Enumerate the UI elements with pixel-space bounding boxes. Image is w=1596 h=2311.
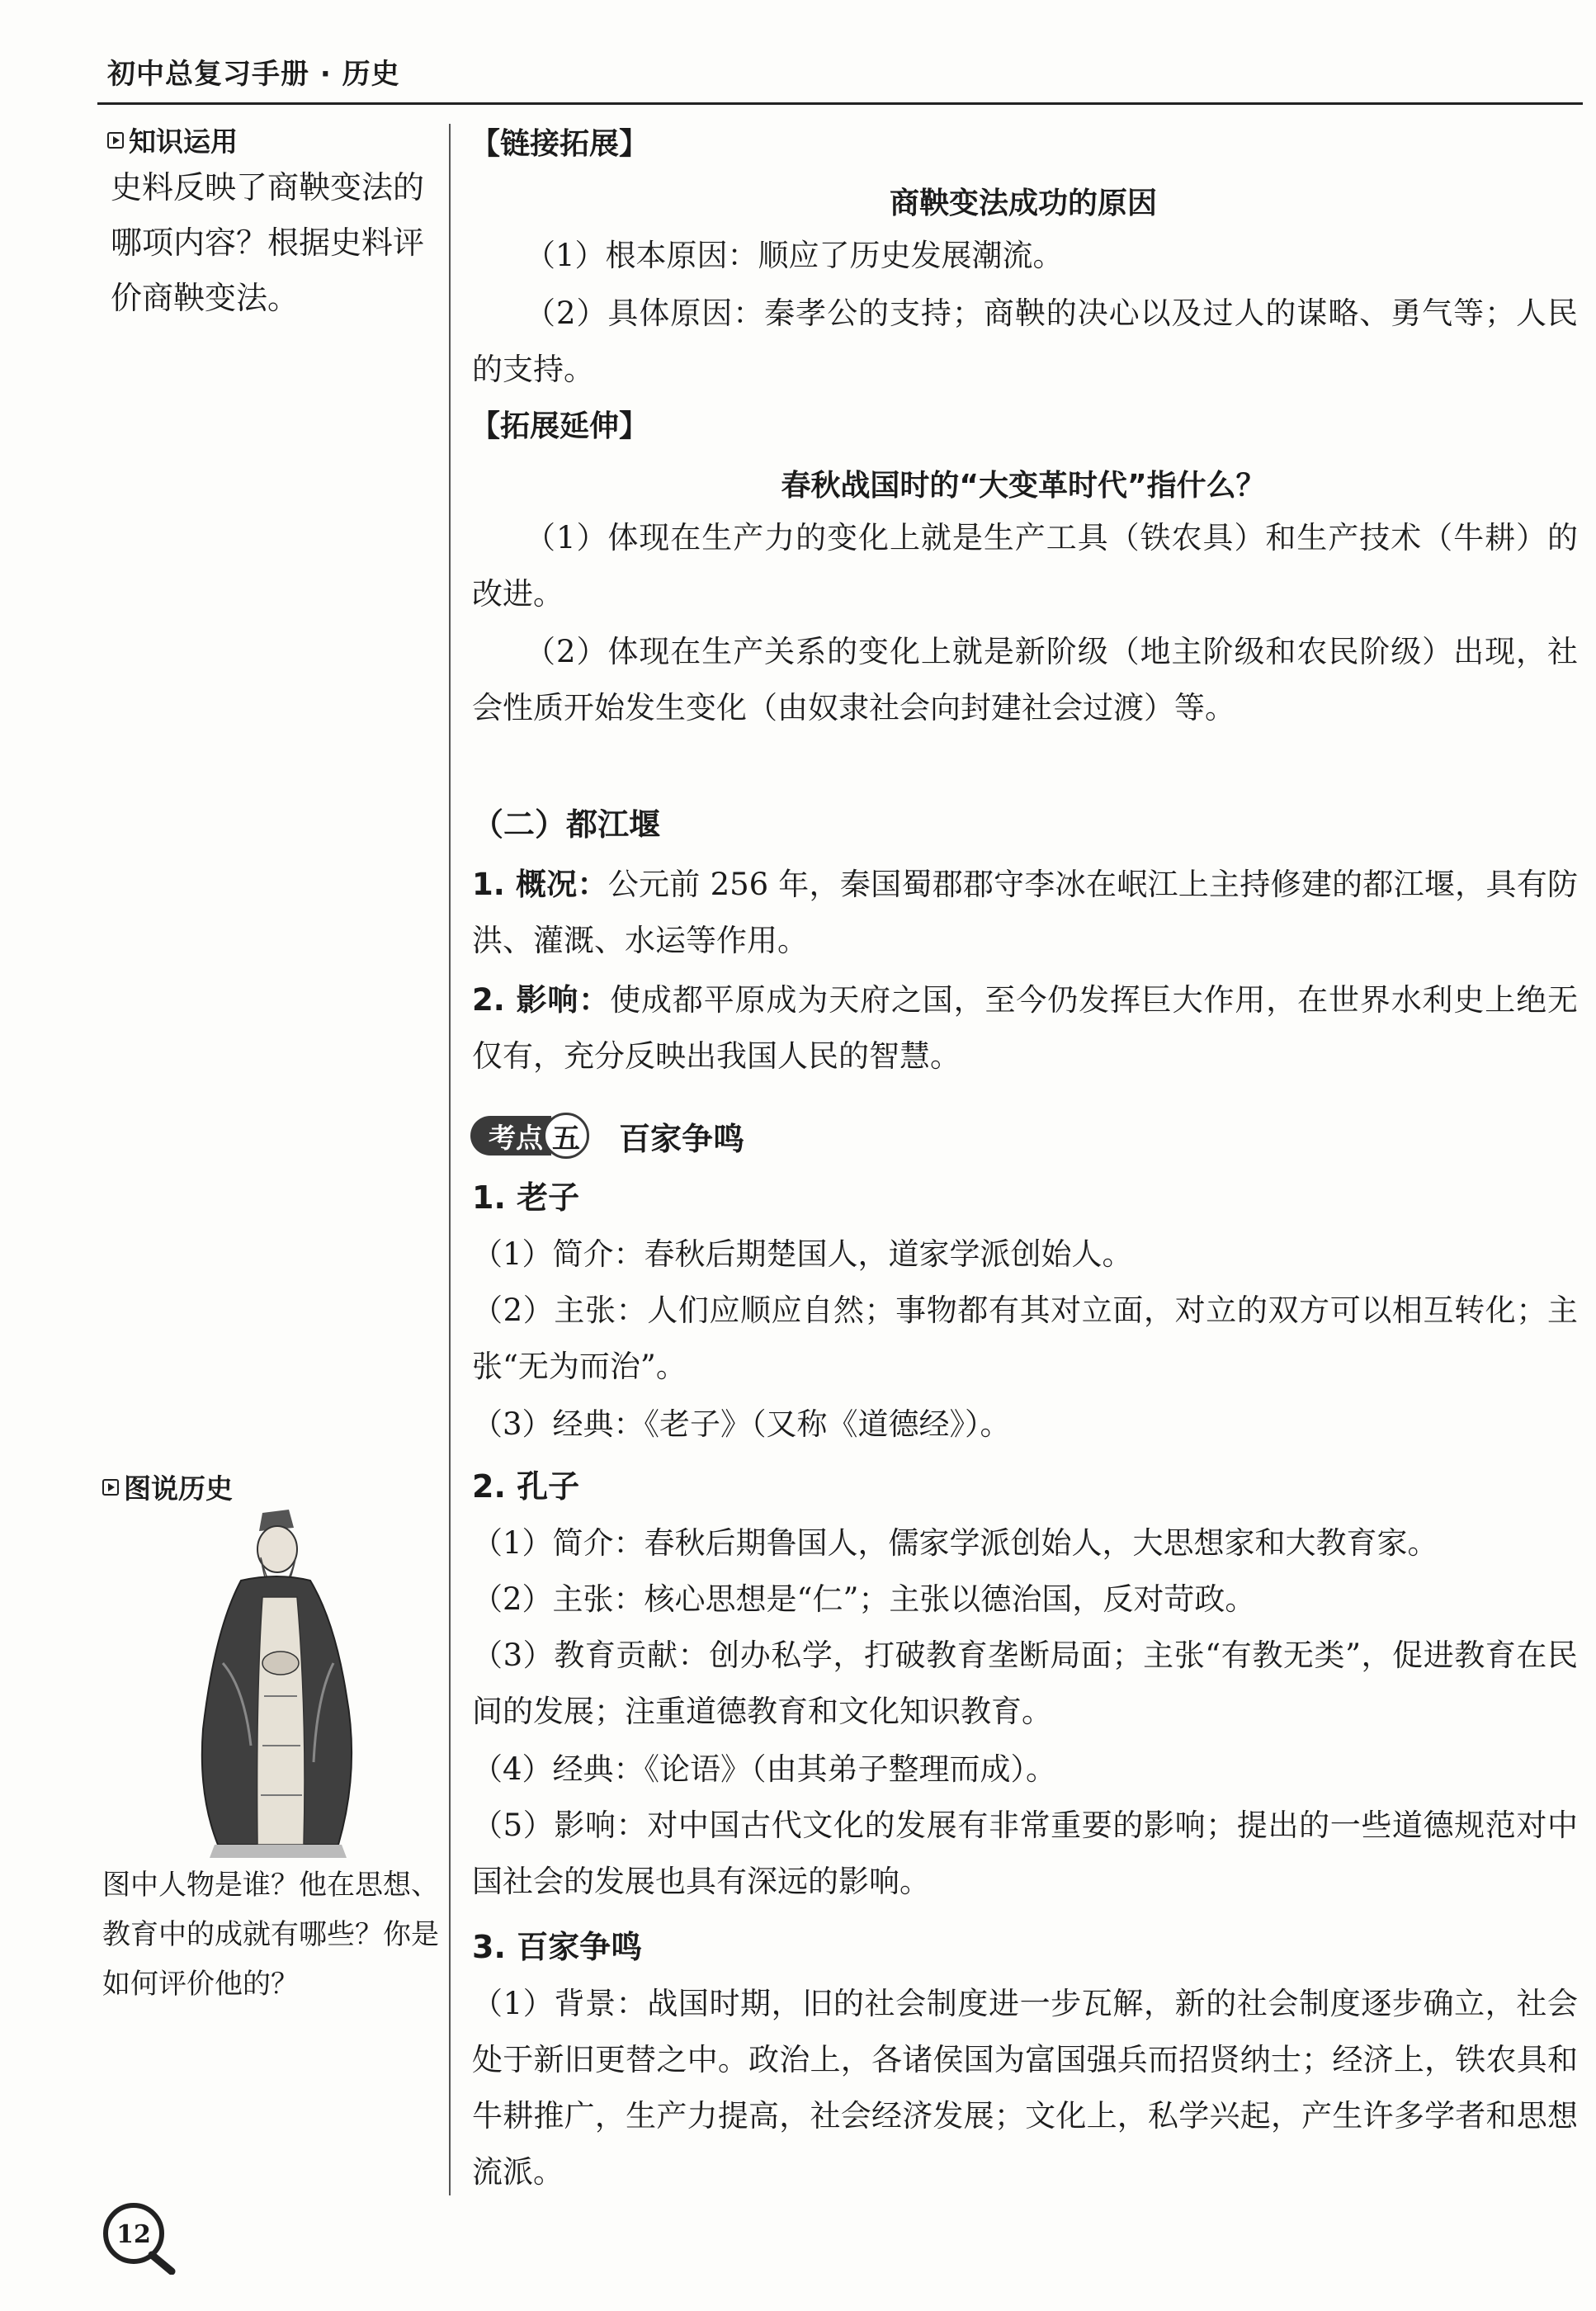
baijia-heading: 3. 百家争鸣	[472, 1929, 643, 1965]
kongzi-item-4: （4）经典：《论语》（由其弟子整理而成）。	[472, 1751, 1057, 1787]
picture-history-question: 图中人物是谁？他在思想、教育中的成就有哪些？你是如何评价他的？	[102, 1869, 439, 2001]
running-header: 初中总复习手册 · 历史	[107, 58, 400, 91]
dujiangyan-heading: （二）都江堰	[472, 806, 661, 843]
column-divider	[449, 124, 451, 2195]
laozi-item-1: （1）简介：春秋后期楚国人，道家学派创始人。	[472, 1236, 1133, 1272]
extend-item-2: （2）体现在生产关系的变化上就是新阶级（地主阶级和农民阶级）出现，社会性质开始发生变化（由奴隶社会向封建社会过渡）等。	[472, 634, 1578, 725]
link-expand-tag: 【链接拓展】	[470, 127, 649, 161]
laozi-item-2: （2）主张：人们应顺应自然；事物都有其对立面，对立的双方可以相互转化；主张“无为而治”。	[472, 1293, 1578, 1384]
kongzi-item-1: （1）简介：春秋后期鲁国人，儒家学派创始人，大思想家和大教育家。	[472, 1525, 1438, 1561]
kaodian-label: 考点	[470, 1116, 551, 1156]
extend-item-1: （1）体现在生产力的变化上就是生产工具（铁农具）和生产技术（牛耕）的改进。	[472, 520, 1578, 612]
extend-tag: 【拓展延伸】	[470, 409, 649, 443]
play-box-icon	[102, 1479, 119, 1496]
link-expand-title: 商鞅变法成功的原因	[889, 187, 1157, 220]
kongzi-item-5: （5）影响：对中国古代文化的发展有非常重要的影响；提出的一些道德规范对中国社会的发展也具有深远的影响。	[472, 1808, 1578, 1899]
kaodian-banner	[470, 1113, 744, 1159]
laozi-item-3: （3）经典：《老子》（又称《道德经》）。	[472, 1406, 1011, 1442]
kongzi-heading: 2. 孔子	[472, 1468, 580, 1505]
kongzi-item-2: （2）主张：核心思想是“仁”；主张以德治国，反对苛政。	[472, 1581, 1256, 1617]
dujiangyan-impact: 2. 影响：使成都平原成为天府之国，至今仍发挥巨大作用，在世界水利史上绝无仅有，充分反映出我国人民的智慧。	[472, 982, 1579, 1074]
link-expand-item-1: （1）根本原因：顺应了历史发展潮流。	[525, 238, 1064, 273]
kaodian-title: 百家争鸣	[619, 1120, 745, 1157]
knowledge-use-text: 史料反映了商鞅变法的哪项内容？根据史料评价商鞅变法。	[111, 169, 425, 316]
kongzi-item-3: （3）教育贡献：创办私学，打破教育垄断局面；主张“有教无类”，促进教育在民间的发展；注重道德教育和文化知识教育。	[472, 1638, 1578, 1729]
header-rule	[97, 102, 1583, 105]
knowledge-use-heading: 知识运用	[107, 121, 238, 159]
play-box-icon	[107, 132, 124, 149]
extend-title: 春秋战国时的“大变革时代”指什么？	[781, 469, 1266, 503]
kaodian-number: 五	[543, 1113, 589, 1159]
laozi-heading: 1. 老子	[472, 1179, 580, 1216]
baijia-item-1: （1）背景：战国时期，旧的社会制度进一步瓦解，新的社会制度逐步确立，社会处于新旧更替之中。政治上，各诸侯国为富国强兵而招贤纳士；经济上，铁农具和牛耕推广，生产力提高，社会经济发展；文化上，私学兴起，产生许多学者和思想流派。	[472, 1986, 1578, 2190]
link-expand-item-2: （2）具体原因：秦孝公的支持；商鞅的决心以及过人的谋略、勇气等；人民的支持。	[472, 295, 1578, 387]
page-number: 12	[99, 2195, 178, 2275]
confucius-figure-illustration	[165, 1498, 380, 1861]
dujiangyan-overview: 1. 概况：公元前 256 年，秦国蜀郡郡守李冰在岷江上主持修建的都江堰，具有防洪、灌溉、水运等作用。	[472, 867, 1578, 958]
picture-history-heading: 图说历史	[102, 1467, 233, 1506]
